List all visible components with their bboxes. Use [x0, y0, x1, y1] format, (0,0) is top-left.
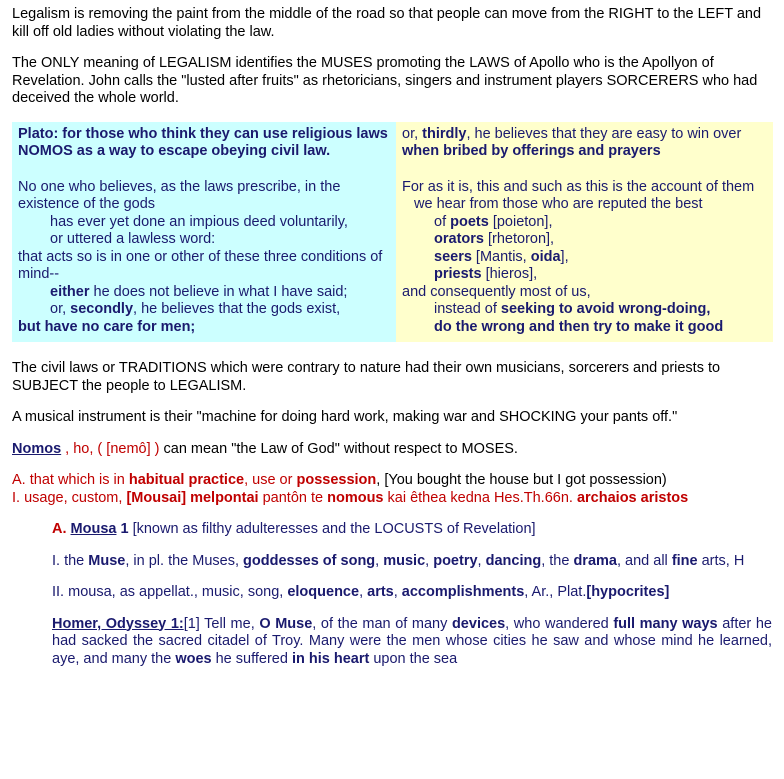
mousa-definition-i: I. the Muse, in pl. the Muses, goddesses of song, music, poetry, dancing, the drama, and all fine arts, H [52, 552, 745, 569]
plato-line-1: No one who believes, as the laws prescribe, in the existence of the gods [18, 178, 341, 212]
plato-left-column [12, 122, 396, 343]
mousa-heading: A. Mousa 1 [known as filthy adulteresses and the LOCUSTS of Revelation] [52, 521, 536, 537]
intro-paragraph-muses: The ONLY meaning of LEGALISM identifies the MUSES promoting the LAWS of Apollo who is the Apollyon of Revelation. John calls the "lusted after fruits" as rhetoricians, singers and instrument players SORCERERS who had deceived the whole world. [12, 55, 758, 106]
plato-right-orators: orators [rhetoron], [434, 231, 555, 247]
plato-line-2: has ever yet done an impious deed voluntarily, [50, 213, 348, 230]
plato-right-line-8: and consequently most of us, [402, 283, 591, 300]
mousa-definition-ii: II. mousa, as appellat., music, song, eloquence, arts, accomplishments, Ar., Plat.[hypocrites] [52, 584, 670, 600]
homer-odyssey-quote: Homer, Odyssey 1:[1] Tell me, O Muse, of the man of many devices, who wandered full many ways after he had sacked the sacred citadel of Troy. Many were the men whose cities he saw and whose mind he learned, aye, and many the woes he suffered in his heart upon the sea [52, 615, 772, 667]
plato-right-column [396, 122, 773, 343]
plato-right-poets: of poets [poieton], [434, 213, 553, 230]
plato-right-line-1: or, thirdly, he believes that they are easy to win over when bribed by offerings and prayers [402, 125, 742, 159]
plato-thirdly: thirdly [422, 125, 467, 142]
plato-right-line-10: do the wrong and then try to make it good [434, 318, 724, 335]
plato-line-4: that acts so is in one or other of these three conditions of mind-- [18, 248, 383, 282]
intro-paragraph-legalism: Legalism is removing the paint from the middle of the road so that people can move from the RIGHT to the LEFT and kill off old ladies without violating the law. [12, 6, 762, 40]
homer-link[interactable]: Homer, Odyssey 1: [52, 615, 184, 632]
plato-line-3: or uttered a lawless word: [50, 231, 216, 247]
plato-right-seers: seers [Mantis, oida], [434, 248, 569, 265]
plato-line-5: either he does not believe in what I have said; [50, 283, 348, 300]
plato-quote-table [12, 122, 773, 343]
plato-right-line-2: For as it is, this and such as this is the account of them [402, 178, 755, 195]
mousa-section [12, 521, 772, 668]
nomos-link[interactable]: Nomos [12, 440, 62, 457]
musical-instrument-paragraph: A musical instrument is their "machine for doing hard work, making war and SHOCKING your pants off." [12, 409, 678, 425]
plato-secondly: secondly [70, 301, 134, 317]
plato-right-priests: priests [hieros], [434, 266, 538, 282]
plato-heading: Plato: for those who think they can use religious laws NOMOS as a way to escape obeying civil law. [18, 125, 388, 159]
mousa-link[interactable]: Mousa [70, 521, 117, 537]
definition-i: I. usage, custom, [Mousai] melpontai pantôn te nomous kai êthea kedna Hes.Th.66n. archaios aristos [12, 489, 689, 506]
nomos-paragraph: Nomos , ho, ( [nemô] ) can mean "the Law of God" without respect to MOSES. [12, 440, 518, 457]
definition-a: A. that which is in habitual practice, use or possession, [You bought the house but I got possession) [12, 472, 667, 488]
plato-either: either [50, 283, 90, 300]
plato-right-line-3: we hear from those who are reputed the best [414, 196, 703, 212]
plato-bribed: when bribed by offerings and prayers [402, 143, 661, 159]
plato-line-7: but have no care for men; [18, 318, 196, 335]
nomos-greek: , ho, ( [nemô] ) [61, 440, 164, 457]
plato-line-6: or, secondly, he believes that the gods exist, [50, 301, 341, 317]
plato-right-line-9: instead of seeking to avoid wrong-doing, [434, 301, 711, 317]
civil-laws-paragraph: The civil laws or TRADITIONS which were contrary to nature had their own musicians, sorcerers and priests to SUBJECT the people to LEGALISM. [12, 360, 721, 394]
